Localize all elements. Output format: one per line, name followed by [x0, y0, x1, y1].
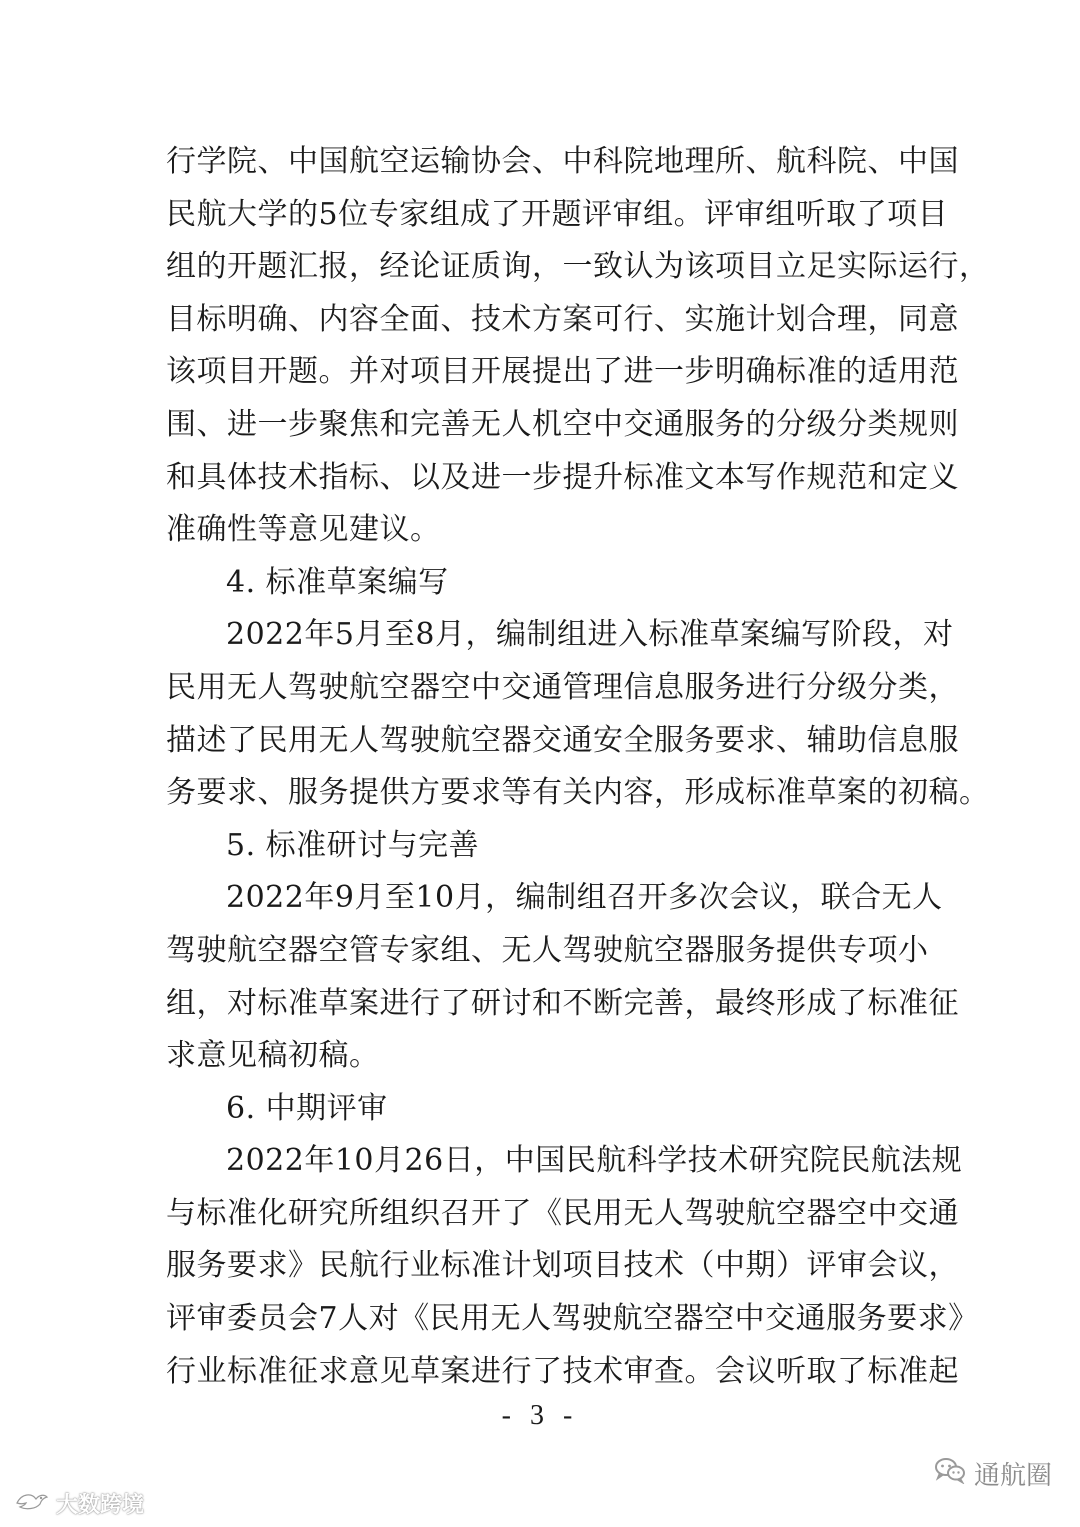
watermark-left-text: 大数跨境: [56, 1493, 145, 1518]
text-line: 服务要求》民航行业标准计划项目技术（中期）评审会议，: [166, 1248, 959, 1284]
watermark-right: [934, 1455, 1052, 1492]
text-line: 组的开题汇报，经论证质询，一致认为该项目立足实际运行，: [166, 249, 990, 285]
text-line: 该项目开题。并对项目开展提出了进一步明确标准的适用范: [166, 354, 959, 390]
text-line: 目标明确、内容全面、技术方案可行、实施计划合理，同意: [166, 301, 959, 337]
wechat-icon: [934, 1456, 966, 1491]
page-number: - 3 -: [501, 1400, 579, 1431]
text-line: 务要求、服务提供方要求等有关内容，形成标准草案的初稿。: [166, 775, 990, 811]
text-line: 描述了民用无人驾驶航空器交通安全服务要求、辅助信息服: [166, 722, 959, 758]
text-line: 求意见稿初稿。: [166, 1038, 380, 1074]
section-heading: 5. 标准研讨与完善: [226, 827, 480, 863]
text-line: 驾驶航空器空管专家组、无人驾驶航空器服务提供专项小: [166, 932, 929, 968]
text-line: 和具体技术指标、以及进一步提升标准文本写作规范和定义: [166, 459, 959, 495]
text-line: 评审委员会7人对《民用无人驾驶航空器空中交通服务要求》: [166, 1301, 979, 1337]
bird-logo-icon: [14, 1489, 50, 1519]
text-line: 2022年5月至8月，编制组进入标准草案编写阶段，对: [226, 617, 954, 653]
text-line: 行学院、中国航空运输协会、中科院地理所、航科院、中国: [166, 144, 959, 179]
body-text: [166, 136, 990, 1398]
text-line: 行业标准征求意见草案进行了技术审查。会议听取了标准起: [166, 1353, 959, 1389]
text-line: 组，对标准草案进行了研讨和不断完善，最终形成了标准征: [166, 985, 959, 1021]
section-heading: 6. 中期评审: [226, 1090, 388, 1126]
text-line: 2022年9月至10月，编制组召开多次会议，联合无人: [226, 880, 943, 916]
section-heading: 4. 标准草案编写: [226, 564, 449, 600]
text-line: 2022年10月26日，中国民航科学技术研究院民航法规: [226, 1143, 963, 1179]
text-line: 准确性等意见建议。: [166, 512, 441, 548]
text-line: 围、进一步聚焦和完善无人机空中交通服务的分级分类规则: [166, 406, 959, 442]
text-line: 民用无人驾驶航空器空中交通管理信息服务进行分级分类，: [166, 669, 959, 705]
watermark-left: [14, 1488, 144, 1519]
text-line: 民航大学的5位专家组成了开题评审组。评审组听取了项目: [166, 196, 949, 232]
watermark-right-text: 通航圈: [973, 1461, 1052, 1491]
text-line: 与标准化研究所组织召开了《民用无人驾驶航空器空中交通: [166, 1195, 959, 1231]
